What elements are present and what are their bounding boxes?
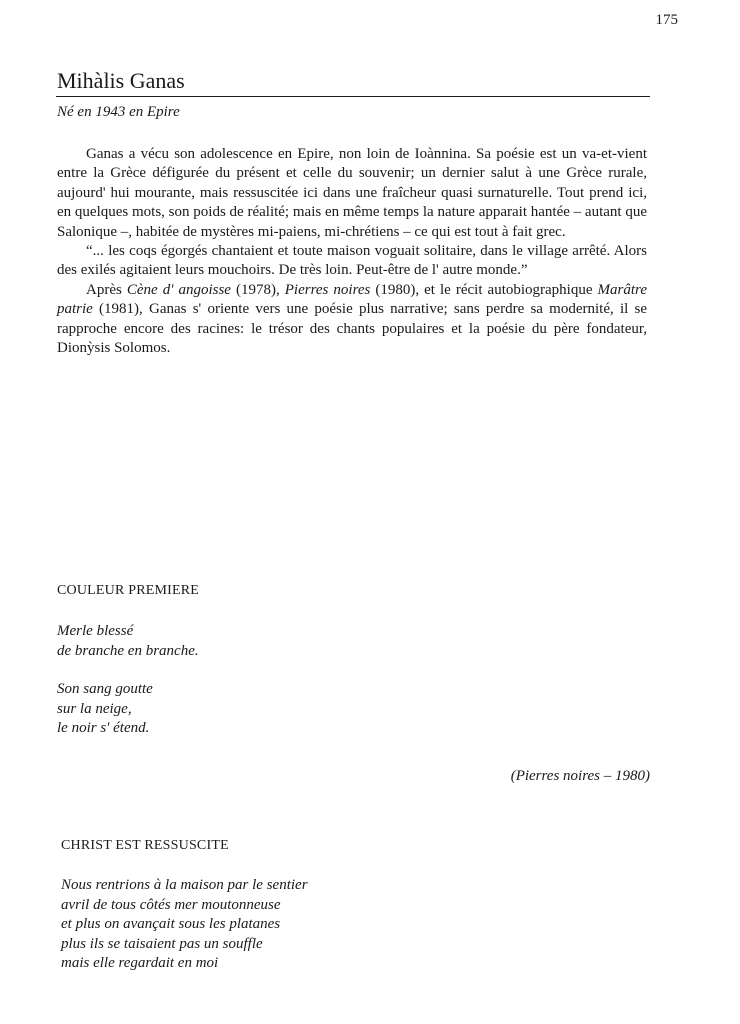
intro-paragraph bbox=[57, 281, 647, 359]
intro-text-segment: (1981), Ganas s' oriente vers une poésie plus narrative; sans perdre sa modernité, il se rapproche encore des racines: le trésor des chants populaires et la poésie du père fondateur, Dionỳsis Solomos. bbox=[57, 301, 647, 357]
intro-text-segment: Après bbox=[86, 281, 127, 298]
poem-line: plus ils se taisaient pas un souffle bbox=[61, 935, 263, 952]
poem-line: Merle blessé bbox=[57, 623, 134, 639]
intro-text-segment: (1980), et le récit autobiographique bbox=[370, 281, 598, 298]
poem-line: de branche en branche. bbox=[57, 642, 199, 659]
page-number: 175 bbox=[655, 12, 678, 28]
book-title: Cène d' angoisse bbox=[126, 281, 231, 298]
intro-paragraph bbox=[57, 242, 647, 281]
poem-line: avril de tous côtés mer moutonneuse bbox=[61, 896, 281, 913]
author-name: Mihàlis Ganas bbox=[57, 68, 185, 93]
poem-line: et plus on avançait sous les platanes bbox=[61, 916, 281, 933]
title-rule bbox=[56, 96, 650, 97]
poem-title-couleur-premiere: COULEUR PREMIERE bbox=[57, 583, 200, 598]
born-line: Né en 1943 en Epire bbox=[57, 104, 180, 120]
poem-line: Son sang goutte bbox=[57, 681, 153, 697]
intro-text-segment: “... les coqs égorgés chantaient et toute maison voguait solitaire, dans le village arrêté. Alors des exilés agitaient leurs mouchoirs. De très loin. Peut-être de l' autre monde.” bbox=[57, 243, 647, 279]
intro-text-segment: Ganas a vécu son adolescence en Epire, non loin de Ioànnina. Sa poésie est un va-et-vient entre la Grèce défigurée du présent et celle du souvenir; un dernier salut à une Grèce rurale, aujourd' hui mourante, mais ressuscitée ici dans une fraîcheur quasi surnaturelle. Tout prend ici, en quelques mots, son poids de réalité; mais en même temps la nature apparait hantée – autant que Salonique –, habitée de mystères mi-paiens, mi-chrétiens – ce qui est tout à fait grec. bbox=[57, 146, 647, 240]
book-title: Pierres noires bbox=[284, 281, 371, 298]
intro-text-segment: (1978), bbox=[230, 281, 285, 298]
book-title: Marâtre patrie bbox=[57, 281, 647, 318]
intro-text bbox=[57, 145, 647, 358]
poem-2-stanza-1 bbox=[61, 876, 308, 974]
poem-1-stanza-2 bbox=[57, 680, 153, 739]
poem-title-christ-est-ressuscite: CHRIST EST RESSUSCITE bbox=[61, 838, 229, 853]
poem-line: sur la neige, bbox=[57, 700, 132, 717]
intro-paragraph bbox=[57, 145, 647, 242]
poem-line: mais elle regardait en moi bbox=[61, 955, 219, 972]
poem-1-stanza-1 bbox=[57, 622, 199, 661]
poem-line: Nous rentrions à la maison par le sentier bbox=[61, 877, 308, 893]
poem-source: (Pierres noires – 1980) bbox=[510, 768, 650, 784]
poem-line: le noir s' étend. bbox=[57, 720, 150, 737]
